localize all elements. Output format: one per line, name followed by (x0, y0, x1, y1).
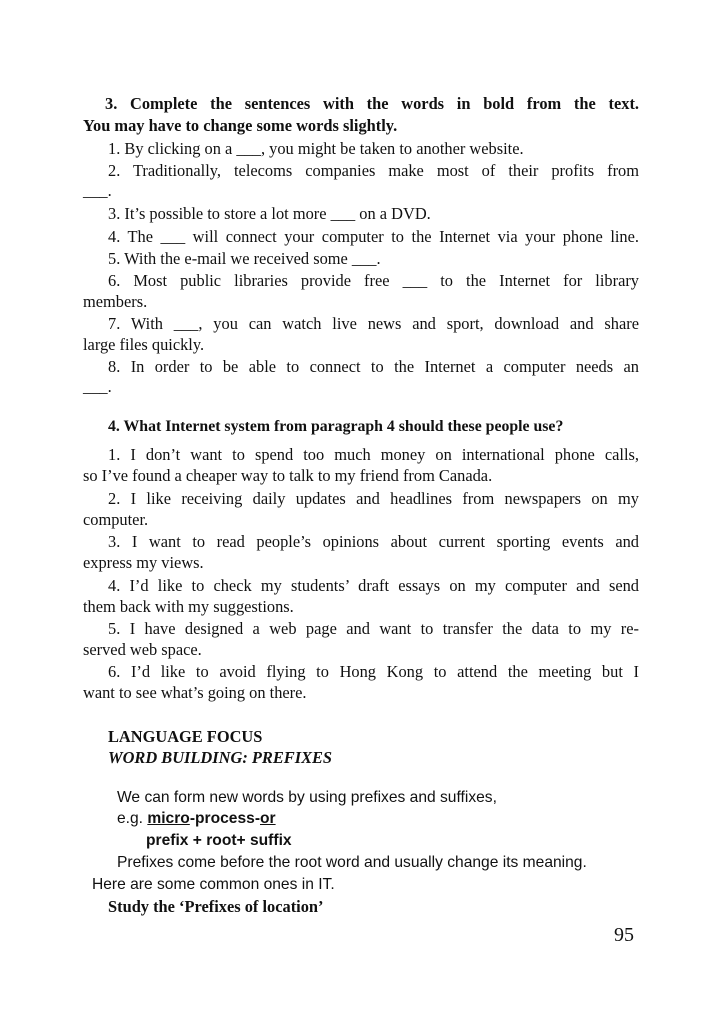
list-item-continuation: them back with my suggestions. (83, 597, 294, 616)
list-item: 7. With ___, you can watch live news and sport, download and share (108, 314, 639, 333)
example-line (117, 808, 276, 830)
list-item: 1. I don’t want to spend too much money on international phone calls, (108, 445, 639, 464)
list-item: 3. It’s possible to store a lot more ___ on a DVD. (108, 204, 431, 223)
list-item-continuation: members. (83, 292, 148, 311)
example-prefix-label: e.g. (117, 810, 148, 827)
list-item-continuation: ___. (83, 377, 112, 396)
section4-heading: 4. What Internet system from paragraph 4 should these people use? (108, 418, 564, 435)
list-item: 2. Traditionally, telecoms companies make most of their profits from (108, 161, 639, 180)
example-root-part: -process- (189, 810, 261, 827)
list-item: 3. I want to read people’s opinions about current sporting events and (108, 532, 639, 551)
list-item-continuation: large files quickly. (83, 335, 205, 354)
list-item: 4. I’d like to check my students’ draft essays on my computer and send (108, 576, 639, 595)
section3-heading-line2: You may have to change some words slightly. (83, 116, 398, 135)
prefix-explanation-line1: Prefixes come before the root word and usually change its meaning. (117, 854, 587, 871)
intro-text: We can form new words by using prefixes and suffixes, (117, 789, 497, 806)
list-item-continuation: served web space. (83, 640, 202, 659)
language-focus-title: LANGUAGE FOCUS (108, 727, 263, 746)
prefix-explanation-line2: Here are some common ones in IT. (92, 876, 335, 893)
list-item: 8. In order to be able to connect to the Internet a computer needs an (108, 357, 639, 376)
list-item: 6. Most public libraries provide free ___ to the Internet for library (108, 271, 639, 290)
language-focus-subtitle: WORD BUILDING: PREFIXES (108, 748, 333, 767)
list-item: 6. I’d like to avoid flying to Hong Kong to attend the meeting but I (108, 662, 639, 681)
example-suffix-part: or (260, 810, 276, 827)
list-item: 4. The ___ will connect your computer to the Internet via your phone line. (108, 227, 639, 246)
example-prefix-part: micro (147, 810, 190, 827)
list-item: 5. With the e-mail we received some ___. (108, 249, 381, 268)
list-item-continuation: express my views. (83, 553, 204, 572)
list-item: 1. By clicking on a ___, you might be taken to another website. (108, 139, 524, 158)
list-item-continuation: ___. (83, 181, 112, 200)
list-item-continuation: want to see what’s going on there. (83, 683, 307, 702)
section3-heading-line1: 3. Complete the sentences with the words in bold from the text. (105, 94, 639, 113)
list-item: 5. I have designed a web page and want to transfer the data to my re- (108, 619, 639, 638)
list-item: 2. I like receiving daily updates and headlines from newspapers on my (108, 489, 639, 508)
study-instruction: Study the ‘Prefixes of location’ (108, 897, 324, 916)
formula: prefix + root+ suffix (146, 832, 292, 849)
list-item-continuation: so I’ve found a cheaper way to talk to my friend from Canada. (83, 466, 493, 485)
list-item-continuation: computer. (83, 510, 149, 529)
page-number: 95 (614, 924, 634, 946)
